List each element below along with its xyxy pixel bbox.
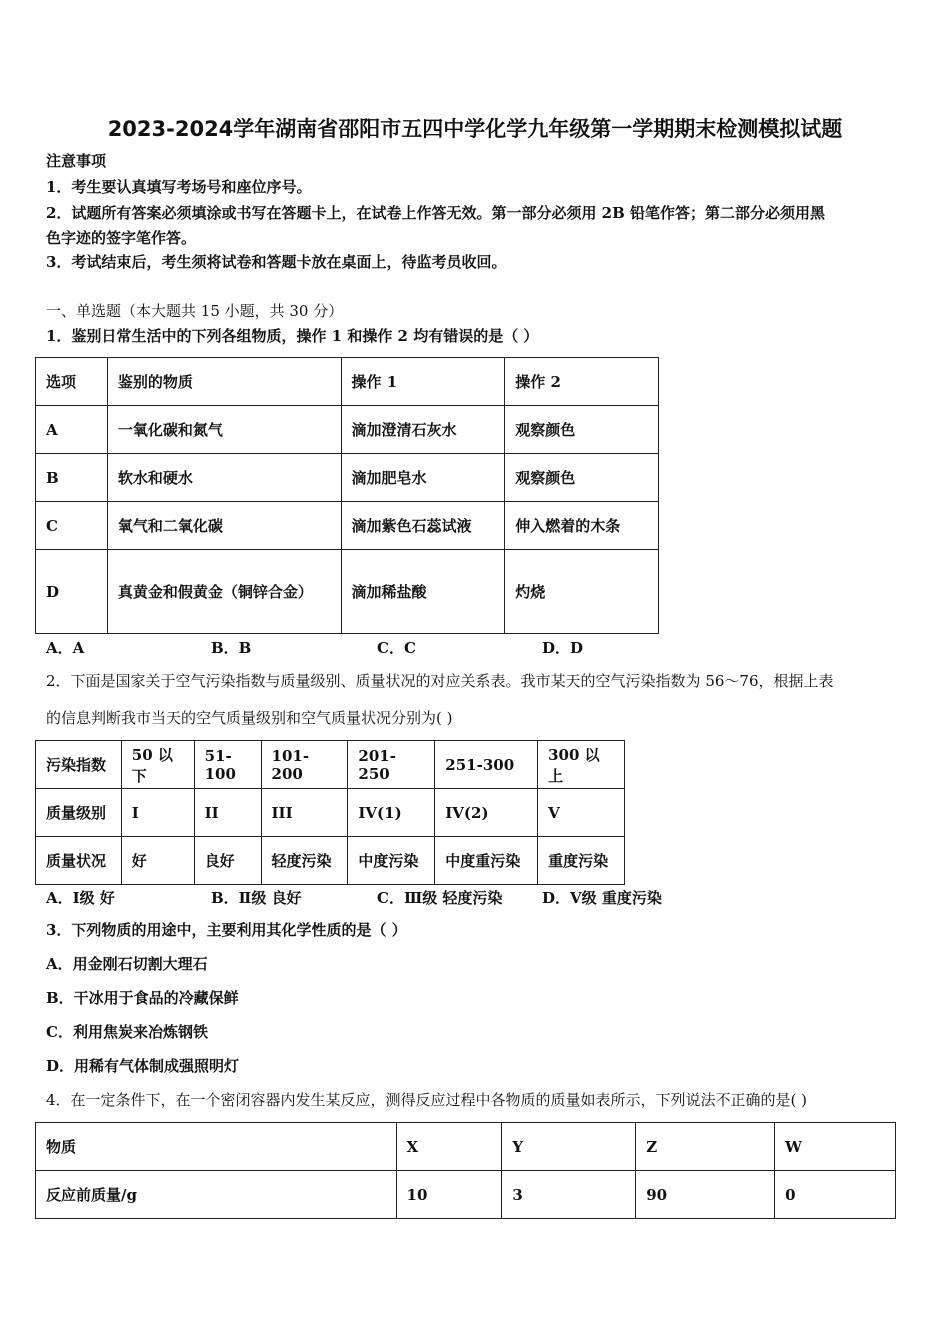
q1-stem: 1．鉴别日常生活中的下列各组物质，操作 1 和操作 2 均有错误的是（ ）: [46, 327, 539, 345]
notice-heading: 注意事项: [46, 152, 107, 170]
table-cell: X: [396, 1123, 502, 1171]
table-cell: 一氧化碳和氮气: [107, 406, 341, 454]
table-row: [36, 789, 625, 837]
table-row: [36, 406, 659, 454]
page-title: 2023-2024学年湖南省邵阳市五四中学化学九年级第一学期期末检测模拟试题: [107, 117, 843, 141]
table-cell: 观察颜色: [505, 406, 659, 454]
q2-stem: 2．下面是国家关于空气污染指数与质量级别、质量状况的对应关系表。我市某天的空气污染指数为 56～76，根据上表: [46, 672, 834, 690]
table-cell: 良好: [194, 837, 261, 885]
table-cell: 201-250: [348, 741, 435, 789]
option-c: C．Ⅲ级 轻度污染: [377, 889, 503, 907]
table-cell: 滴加肥皂水: [341, 454, 505, 502]
table-cell: 50 以下: [121, 741, 194, 789]
table-cell: II: [194, 789, 261, 837]
table-cell: 软水和硬水: [107, 454, 341, 502]
table-row: [36, 502, 659, 550]
table-cell: 轻度污染: [261, 837, 348, 885]
option-c: C．C: [377, 639, 416, 657]
table-cell: W: [775, 1123, 896, 1171]
table-cell: III: [261, 789, 348, 837]
table-cell: 10: [396, 1171, 502, 1219]
table-cell: 质量级别: [36, 789, 122, 837]
table-header-row: [36, 358, 659, 406]
table-cell: C: [36, 502, 108, 550]
table-cell: 好: [121, 837, 194, 885]
table-cell: 质量状况: [36, 837, 122, 885]
table-cell: A: [36, 406, 108, 454]
table-row: [36, 741, 625, 789]
option-d: D．Ⅴ级 重度污染: [542, 889, 662, 907]
notice-item: 色字迹的签字笔作答。: [46, 229, 197, 247]
q2-table: [35, 740, 625, 885]
table-cell: 操作 2: [505, 358, 659, 406]
option-a: A．A: [46, 639, 85, 657]
option-a: A．用金刚石切割大理石: [46, 955, 208, 973]
table-cell: 反应前质量/g: [36, 1171, 397, 1219]
table-cell: 真黄金和假黄金（铜锌合金）: [107, 550, 341, 634]
table-row: [36, 1123, 896, 1171]
table-cell: 滴加紫色石蕊试液: [341, 502, 505, 550]
table-cell: 300 以上: [538, 741, 625, 789]
notice-item: 2．试题所有答案必须填涂或书写在答题卡上，在试卷上作答无效。第一部分必须用 2B 铅笔作答；第二部分必须用黑: [46, 204, 826, 222]
table-row: [36, 837, 625, 885]
table-cell: D: [36, 550, 108, 634]
table-cell: 51-100: [194, 741, 261, 789]
table-cell: 伸入燃着的木条: [505, 502, 659, 550]
table-cell: 污染指数: [36, 741, 122, 789]
section-heading: 一、单选题（本大题共 15 小题，共 30 分）: [46, 302, 344, 320]
table-cell: Z: [636, 1123, 775, 1171]
table-cell: 中度重污染: [435, 837, 538, 885]
option-b: B．B: [211, 639, 252, 657]
table-cell: IV(2): [435, 789, 538, 837]
table-cell: 90: [636, 1171, 775, 1219]
table-cell: I: [121, 789, 194, 837]
table-cell: 操作 1: [341, 358, 505, 406]
table-cell: IV(1): [348, 789, 435, 837]
table-row: [36, 454, 659, 502]
table-row: [36, 550, 659, 634]
table-cell: V: [538, 789, 625, 837]
table-cell: 氧气和二氧化碳: [107, 502, 341, 550]
table-cell: 物质: [36, 1123, 397, 1171]
table-cell: 鉴别的物质: [107, 358, 341, 406]
table-cell: 0: [775, 1171, 896, 1219]
table-cell: Y: [502, 1123, 636, 1171]
q4-table: [35, 1122, 896, 1219]
table-cell: 中度污染: [348, 837, 435, 885]
table-cell: 灼烧: [505, 550, 659, 634]
option-a: A．Ⅰ级 好: [46, 889, 115, 907]
table-cell: 滴加稀盐酸: [341, 550, 505, 634]
q1-table: [35, 357, 659, 634]
table-row: [36, 1171, 896, 1219]
option-b: B．Ⅱ级 良好: [211, 889, 302, 907]
option-b: B．干冰用于食品的冷藏保鲜: [46, 989, 239, 1007]
q3-stem: 3．下列物质的用途中，主要利用其化学性质的是（ ）: [46, 921, 407, 939]
q4-stem: 4．在一定条件下，在一个密闭容器内发生某反应，测得反应过程中各物质的质量如表所示，下列说法不正确的是( ): [46, 1091, 808, 1109]
option-c: C．利用焦炭来冶炼钢铁: [46, 1023, 208, 1041]
table-cell: 选项: [36, 358, 108, 406]
table-cell: 观察颜色: [505, 454, 659, 502]
table-cell: 101-200: [261, 741, 348, 789]
table-cell: B: [36, 454, 108, 502]
notice-item: 1．考生要认真填写考场号和座位序号。: [46, 178, 312, 196]
table-cell: 重度污染: [538, 837, 625, 885]
table-cell: 3: [502, 1171, 636, 1219]
notice-item: 3．考试结束后，考生须将试卷和答题卡放在桌面上，待监考员收回。: [46, 253, 507, 271]
q2-stem-cont: 的信息判断我市当天的空气质量级别和空气质量状况分别为( ): [46, 709, 453, 727]
table-cell: 251-300: [435, 741, 538, 789]
option-d: D．用稀有气体制成强照明灯: [46, 1057, 240, 1075]
option-d: D．D: [542, 639, 584, 657]
table-cell: 滴加澄清石灰水: [341, 406, 505, 454]
